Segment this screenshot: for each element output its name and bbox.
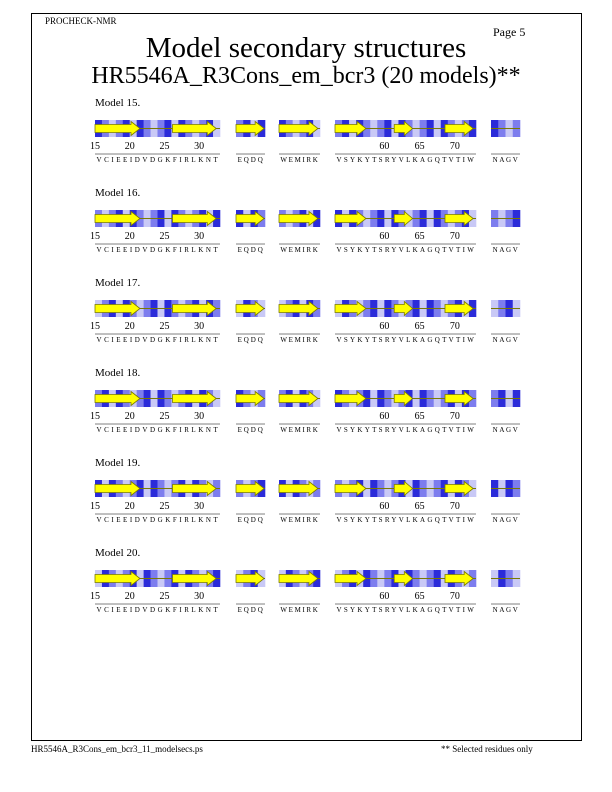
model-block — [90, 187, 520, 254]
residue-number-tick: 20 — [124, 591, 135, 602]
residue-number-tick: 25 — [159, 411, 170, 422]
residue-sequence: NAGV — [492, 246, 518, 254]
residue-number-tick: 25 — [159, 231, 170, 242]
program-name: PROCHECK-NMR — [45, 16, 117, 26]
residue-number-tick: 70 — [449, 591, 460, 602]
residue-number-tick: 20 — [124, 231, 135, 242]
residue-number-tick: 20 — [124, 321, 135, 332]
residue-sequence: WEMIRK — [280, 156, 318, 164]
footer-filename: HR5546A_R3Cons_em_bcr3_11_modelsecs.ps — [31, 744, 203, 754]
residue-number-tick: 20 — [124, 141, 135, 152]
residue-number-tick: 15 — [90, 591, 100, 602]
residue-number-tick: 65 — [414, 321, 425, 332]
residue-number-tick: 65 — [414, 501, 425, 512]
residue-sequence: VCIEEIDVDGKFIRLKNT — [96, 606, 218, 614]
residue-sequence: VCIEEIDVDGKFIRLKNT — [96, 426, 218, 434]
page-number: Page 5 — [493, 25, 526, 39]
residue-number-tick: 65 — [414, 411, 425, 422]
model-label: Model 16. — [95, 187, 141, 199]
residue-number-tick: 25 — [159, 321, 170, 332]
residue-sequence: NAGV — [492, 516, 518, 524]
residue-number-tick: 25 — [159, 501, 170, 512]
model-label: Model 18. — [95, 367, 141, 379]
model-block — [90, 367, 520, 434]
residue-number-tick: 70 — [449, 231, 460, 242]
residue-sequence: EQDQ — [237, 156, 263, 164]
residue-sequence: NAGV — [492, 606, 518, 614]
residue-number-tick: 65 — [414, 591, 425, 602]
residue-number-tick: 65 — [414, 141, 425, 152]
residue-number-tick: 70 — [449, 141, 460, 152]
residue-sequence: VCIEEIDVDGKFIRLKNT — [96, 246, 218, 254]
residue-number-tick: 30 — [194, 321, 205, 332]
residue-number-tick: 30 — [194, 501, 205, 512]
page-subtitle: HR5546A_R3Cons_em_bcr3 (20 models)** — [91, 63, 521, 89]
residue-number-tick: 65 — [414, 231, 425, 242]
residue-sequence: WEMIRK — [280, 426, 318, 434]
residue-number-tick: 15 — [90, 321, 100, 332]
residue-number-tick: 20 — [124, 501, 135, 512]
residue-sequence: VCIEEIDVDGKFIRLKNT — [96, 336, 218, 344]
residue-number-tick: 60 — [379, 321, 390, 332]
model-block — [90, 277, 520, 344]
model-block — [90, 547, 520, 614]
residue-sequence: EQDQ — [237, 516, 263, 524]
residue-number-tick: 60 — [379, 501, 390, 512]
residue-number-tick: 70 — [449, 501, 460, 512]
residue-number-tick: 60 — [379, 231, 390, 242]
residue-sequence: EQDQ — [237, 426, 263, 434]
residue-sequence: WEMIRK — [280, 246, 318, 254]
model-label: Model 19. — [95, 457, 141, 469]
residue-number-tick: 15 — [90, 141, 100, 152]
residue-sequence: VSYKYTSRYVLKAGQTVTIW — [336, 156, 474, 164]
model-label: Model 17. — [95, 277, 141, 289]
residue-number-tick: 30 — [194, 231, 205, 242]
residue-number-tick: 60 — [379, 411, 390, 422]
residue-sequence: VSYKYTSRYVLKAGQTVTIW — [336, 606, 474, 614]
residue-sequence: WEMIRK — [280, 516, 318, 524]
residue-sequence: VSYKYTSRYVLKAGQTVTIW — [336, 246, 474, 254]
model-block — [90, 97, 520, 164]
residue-sequence: EQDQ — [237, 606, 263, 614]
model-block — [90, 457, 520, 524]
residue-number-tick: 15 — [90, 501, 100, 512]
residue-sequence: WEMIRK — [280, 606, 318, 614]
residue-sequence: VSYKYTSRYVLKAGQTVTIW — [336, 336, 474, 344]
residue-sequence: VCIEEIDVDGKFIRLKNT — [96, 516, 218, 524]
residue-number-tick: 60 — [379, 141, 390, 152]
residue-sequence: EQDQ — [237, 336, 263, 344]
residue-number-tick: 25 — [159, 591, 170, 602]
page-title: Model secondary structures — [145, 32, 467, 64]
residue-number-tick: 60 — [379, 591, 390, 602]
residue-sequence: VSYKYTSRYVLKAGQTVTIW — [336, 516, 474, 524]
residue-sequence: NAGV — [492, 336, 518, 344]
residue-sequence: NAGV — [492, 426, 518, 434]
residue-number-tick: 70 — [449, 411, 460, 422]
residue-number-tick: 25 — [159, 141, 170, 152]
residue-number-tick: 15 — [90, 411, 100, 422]
model-label: Model 15. — [95, 97, 141, 109]
residue-sequence: WEMIRK — [280, 336, 318, 344]
residue-number-tick: 30 — [194, 591, 205, 602]
residue-number-tick: 15 — [90, 231, 100, 242]
residue-sequence: EQDQ — [237, 246, 263, 254]
residue-number-tick: 30 — [194, 411, 205, 422]
model-label: Model 20. — [95, 547, 141, 559]
residue-number-tick: 30 — [194, 141, 205, 152]
footer-note: ** Selected residues only — [441, 744, 533, 754]
residue-sequence: VSYKYTSRYVLKAGQTVTIW — [336, 426, 474, 434]
residue-number-tick: 20 — [124, 411, 135, 422]
residue-sequence: NAGV — [492, 156, 518, 164]
residue-sequence: VCIEEIDVDGKFIRLKNT — [96, 156, 218, 164]
residue-number-tick: 70 — [449, 321, 460, 332]
